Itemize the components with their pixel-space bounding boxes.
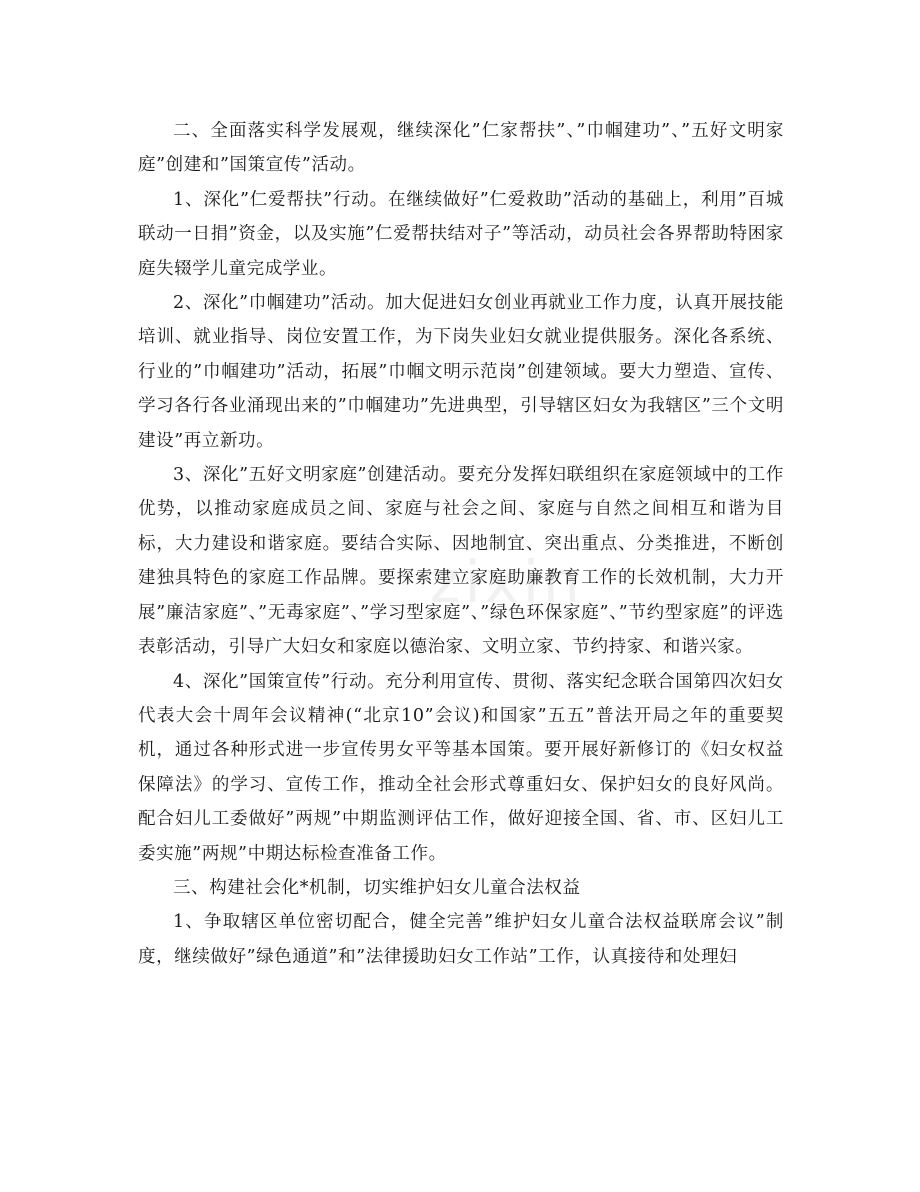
paragraph-item-3: 3、深化”五好文明家庭”创建活动。要充分发挥妇联组织在家庭领域中的工作优势，以推动家庭成员之间、家庭与社会之间、家庭与自然之间相互和谐为目标，大力建设和谐家庭。要结合实际、因地制宜、突出重点、分类推进，不断创建独具特色的家庭工作品牌。要探索建立家庭助廉教育工作的长效机制，大力开展”廉洁家庭”、”无毒家庭”、”学习型家庭”、”绿色环保家庭”、”节约型家庭”的评选表彰活动，引导广大妇女和家庭以德治家、文明立家、节约持家、和谐兴家。 — [138, 465, 784, 658]
paragraph-item-3-1: 1、争取辖区单位密切配合，健全完善”维护妇女儿童合法权益联席会议”制度，继续做好”绿色通道”和”法律援助妇女工作站”工作，认真接待和处理妇 — [138, 912, 784, 967]
section-heading-2: 二、全面落实科学发展观，继续深化”仁家帮扶”、”巾帼建功”、”五好文明家庭”创建和”国策宣传”活动。 — [138, 121, 784, 176]
document-body — [138, 114, 784, 974]
section-heading-3: 三、构建社会化*机制，切实维护妇女儿童合法权益 — [173, 877, 581, 898]
paragraph-item-2: 2、深化”巾帼建功”活动。加大促进妇女创业再就业工作力度，认真开展技能培训、就业指导、岗位安置工作，为下岗失业妇女就业提供服务。深化各系统、行业的”巾帼建功”活动，拓展”巾帼文明示范岗”创建领域。要大力塑造、宣传、学习各行各业涌现出来的”巾帼建功”先进典型，引导辖区妇女为我辖区”三个文明建设”再立新功。 — [138, 293, 784, 451]
paragraph-item-1: 1、深化”仁爱帮扶”行动。在继续做好”仁爱救助”活动的基础上，利用”百城联动一日捐”资金，以及实施”仁爱帮扶结对子”等活动，动员社会各界帮助特困家庭失辍学儿童完成学业。 — [138, 189, 784, 279]
paragraph-item-4: 4、深化”国策宣传”行动。充分利用宣传、贯彻、落实纪念联合国第四次妇女代表大会十周年会议精神(“北京10”会议)和国家”五五”普法开局之年的重要契机，通过各种形式进一步宣传男女平等基本国策。要开展好新修订的《妇女权益保障法》的学习、宣传工作，推动全社会形式尊重妇女、保护妇女的良好风尚。配合妇儿工委做好”两规”中期监测评估工作，做好迎接全国、省、市、区妇儿工委实施”两规”中期达标检查准备工作。 — [138, 671, 784, 864]
watermark: zixin — [430, 548, 584, 616]
